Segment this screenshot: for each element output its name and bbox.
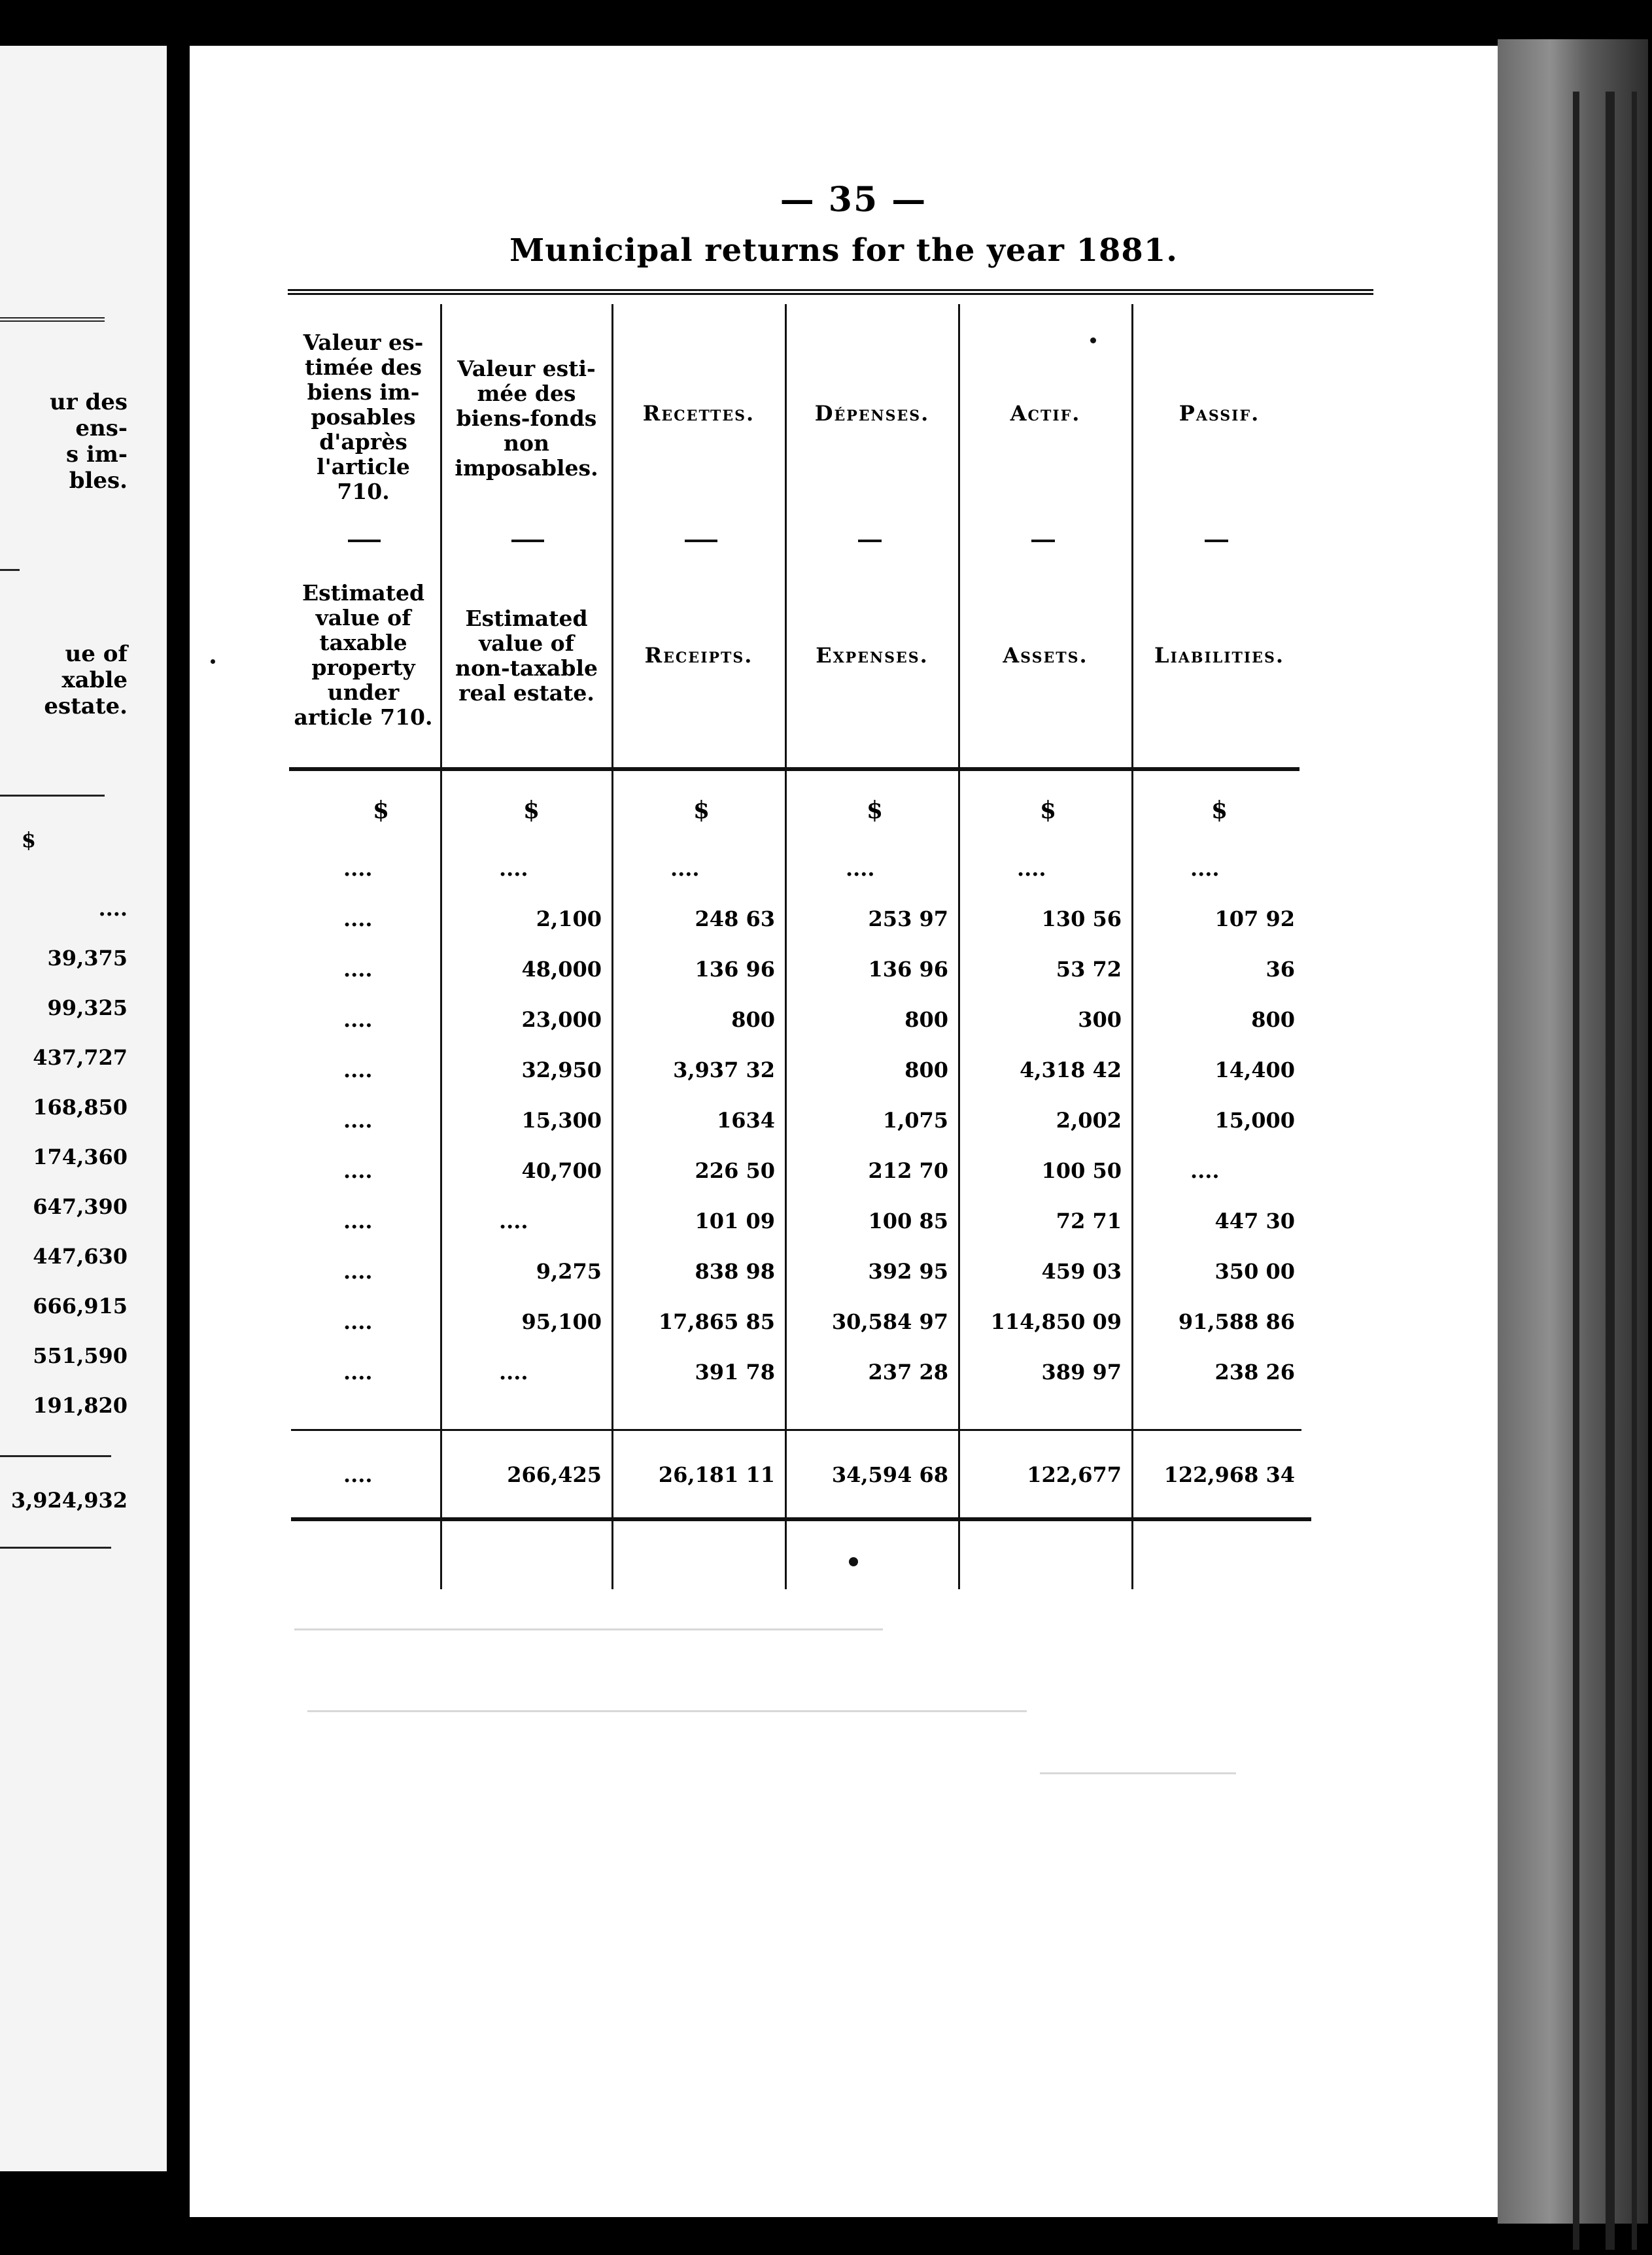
left-value: 551,590 <box>33 1343 128 1368</box>
total-cell: 26,181 11 <box>658 1462 775 1487</box>
left-value: 447,630 <box>33 1244 128 1269</box>
left-header-english: ue of xable estate. <box>44 641 128 719</box>
header-en-liabilities: Liabilities. <box>1154 643 1284 668</box>
left-value: 174,360 <box>33 1145 128 1169</box>
table-cell: 248 63 <box>695 906 775 931</box>
left-value: 99,325 <box>47 995 128 1020</box>
table-cell: 30,584 97 <box>831 1309 948 1334</box>
column-divider <box>611 304 613 1589</box>
header-fr-liabilities: Passif. <box>1179 401 1260 426</box>
ink-speck <box>849 1557 858 1566</box>
table-cell: 95,100 <box>521 1309 602 1334</box>
left-value: 647,390 <box>33 1194 128 1219</box>
edge-shadow <box>1606 92 1615 2250</box>
header-en-assets: Assets. <box>1003 643 1088 668</box>
table-cell: .... <box>343 1007 373 1032</box>
table-cell: .... <box>343 957 373 982</box>
total-cell: 266,425 <box>507 1462 602 1487</box>
currency-symbol: $ <box>523 797 540 824</box>
header-en-nontaxable: Estimated value of non-taxable real estate. <box>455 606 598 706</box>
table-cell: .... <box>499 1360 528 1385</box>
table-cell: .... <box>1190 856 1220 881</box>
table-cell: 459 03 <box>1041 1259 1122 1284</box>
table-cell: 23,000 <box>521 1007 602 1032</box>
table-cell: 300 <box>1078 1007 1122 1032</box>
total-cell: 122,677 <box>1027 1462 1122 1487</box>
table-cell: 101 09 <box>695 1209 775 1233</box>
edge-shadow <box>1632 92 1637 2250</box>
left-value: 666,915 <box>33 1294 128 1318</box>
table-cell: 800 <box>731 1007 775 1032</box>
table-cell: 212 70 <box>868 1158 948 1183</box>
page-number: — 35 — <box>780 180 927 220</box>
table-cell: 800 <box>904 1058 948 1082</box>
table-cell: 100 50 <box>1041 1158 1122 1183</box>
left-value: 39,375 <box>47 946 128 971</box>
left-value: 437,727 <box>33 1045 128 1070</box>
currency-symbol: $ <box>373 797 390 824</box>
table-cell: 2,100 <box>536 906 602 931</box>
table-cell: 226 50 <box>695 1158 775 1183</box>
header-dash <box>348 540 381 542</box>
page-title: Municipal returns for the year 1881. <box>509 232 1178 269</box>
table-cell: .... <box>343 1309 373 1334</box>
table-cell: .... <box>343 1108 373 1133</box>
table-cell: 9,275 <box>536 1259 602 1284</box>
header-en-receipts: Receipts. <box>644 643 753 668</box>
table-cell: 389 97 <box>1041 1360 1122 1385</box>
table-cell: 36 <box>1265 957 1295 982</box>
table-cell: .... <box>343 1360 373 1385</box>
ink-speck <box>1090 337 1096 343</box>
left-header-rule <box>0 795 105 797</box>
table-cell: 114,850 09 <box>990 1309 1122 1334</box>
table-cell: 253 97 <box>868 906 948 931</box>
totals-top-rule <box>291 1429 1301 1431</box>
edge-shadow <box>1573 92 1579 2250</box>
table-cell: 100 85 <box>868 1209 948 1233</box>
table-cell: .... <box>499 1209 528 1233</box>
left-top-rule <box>0 317 105 322</box>
header-fr-expenses: Dépenses. <box>814 401 930 426</box>
previous-page-fragment <box>0 46 167 2171</box>
column-divider <box>1131 304 1133 1589</box>
header-dash <box>1031 540 1055 542</box>
left-value: .... <box>98 896 128 921</box>
table-cell: 40,700 <box>521 1158 602 1183</box>
total-cell: .... <box>343 1462 373 1487</box>
header-bottom-rule <box>289 767 1299 771</box>
table-cell: .... <box>1017 856 1046 881</box>
table-bottom-rule <box>291 1517 1311 1521</box>
left-value: 168,850 <box>33 1095 128 1120</box>
book-page-edges <box>1498 39 1648 2224</box>
table-cell: 53 72 <box>1056 957 1122 982</box>
title-rule <box>288 289 1373 295</box>
table-cell: 17,865 85 <box>658 1309 775 1334</box>
table-cell: 15,000 <box>1214 1108 1295 1133</box>
currency-symbol: $ <box>1040 797 1057 824</box>
currency-symbol: $ <box>1211 797 1228 824</box>
header-en-taxable: Estimated value of taxable property under article 710. <box>294 580 433 730</box>
column-divider <box>958 304 960 1589</box>
table-cell: 391 78 <box>695 1360 775 1385</box>
table-cell: 1634 <box>716 1108 775 1133</box>
column-divider <box>440 304 442 1589</box>
header-fr-taxable: Valeur es- timée des biens im- posables d'après l'article 710. <box>303 330 424 504</box>
header-dash <box>685 540 717 542</box>
table-cell: .... <box>343 906 373 931</box>
header-fr-receipts: Recettes. <box>642 401 755 426</box>
table-cell: 48,000 <box>521 957 602 982</box>
table-cell: 136 96 <box>695 957 775 982</box>
table-cell: 350 00 <box>1214 1259 1295 1284</box>
table-cell: .... <box>670 856 700 881</box>
table-cell: .... <box>343 1209 373 1233</box>
total-cell: 34,594 68 <box>831 1462 948 1487</box>
table-cell: 2,002 <box>1056 1108 1122 1133</box>
column-divider <box>785 304 787 1589</box>
left-bottom-rule <box>0 1547 111 1549</box>
table-cell: .... <box>343 1158 373 1183</box>
left-dash <box>0 569 20 571</box>
table-cell: .... <box>499 856 528 881</box>
header-fr-assets: Actif. <box>1010 401 1081 426</box>
table-cell: 392 95 <box>868 1259 948 1284</box>
table-cell: .... <box>343 1058 373 1082</box>
table-cell: 14,400 <box>1214 1058 1295 1082</box>
table-cell: 107 92 <box>1214 906 1295 931</box>
left-total: 3,924,932 <box>10 1488 128 1513</box>
header-en-expenses: Expenses. <box>816 643 929 668</box>
document-page <box>190 46 1501 2217</box>
ink-speck <box>211 659 215 664</box>
bleed-through-line <box>1040 1772 1236 1774</box>
header-dash <box>858 540 882 542</box>
table-cell: 130 56 <box>1041 906 1122 931</box>
left-dollar: $ <box>21 827 36 852</box>
table-cell: 800 <box>1251 1007 1295 1032</box>
header-fr-nontaxable: Valeur esti- mée des biens-fonds non imposables. <box>455 356 598 481</box>
header-dash <box>1205 540 1228 542</box>
table-cell: 800 <box>904 1007 948 1032</box>
table-cell: 237 28 <box>868 1360 948 1385</box>
bleed-through-line <box>307 1710 1027 1712</box>
currency-symbol: $ <box>867 797 884 824</box>
left-total-rule <box>0 1455 111 1457</box>
total-cell: 122,968 34 <box>1163 1462 1295 1487</box>
header-dash <box>511 540 544 542</box>
table-cell: .... <box>846 856 875 881</box>
table-cell: .... <box>343 856 373 881</box>
currency-symbol: $ <box>693 797 710 824</box>
table-cell: 238 26 <box>1214 1360 1295 1385</box>
table-cell: .... <box>343 1259 373 1284</box>
left-header-french: ur des ens- s im- bles. <box>49 389 128 494</box>
table-cell: 32,950 <box>521 1058 602 1082</box>
table-cell: 447 30 <box>1214 1209 1295 1233</box>
table-cell: 15,300 <box>521 1108 602 1133</box>
table-cell: 4,318 42 <box>1020 1058 1122 1082</box>
table-cell: 72 71 <box>1056 1209 1122 1233</box>
table-cell: 838 98 <box>695 1259 775 1284</box>
left-value: 191,820 <box>33 1393 128 1418</box>
table-cell: 3,937 32 <box>673 1058 775 1082</box>
table-cell: 91,588 86 <box>1178 1309 1295 1334</box>
table-cell: 136 96 <box>868 957 948 982</box>
table-cell: .... <box>1190 1158 1220 1183</box>
bleed-through-line <box>294 1628 883 1630</box>
table-cell: 1,075 <box>882 1108 948 1133</box>
